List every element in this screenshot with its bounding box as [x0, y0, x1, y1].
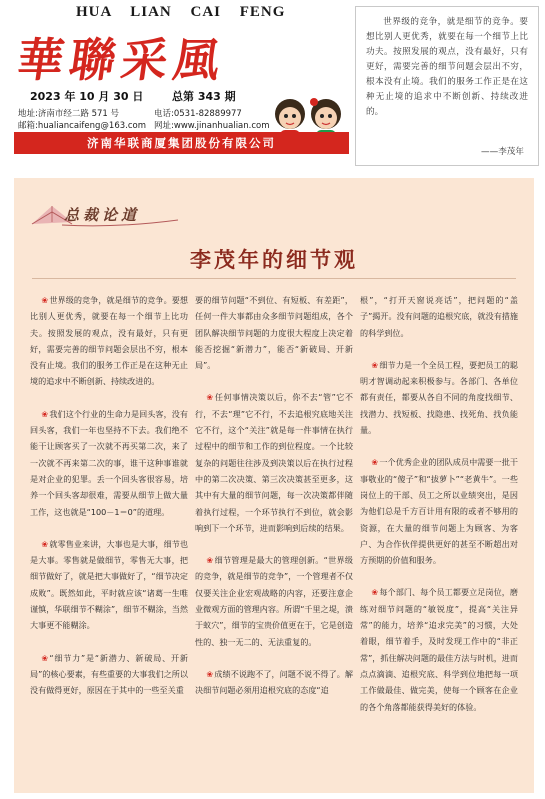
masthead	[0, 0, 545, 172]
telephone: 电话:0531-82889977	[154, 109, 242, 119]
column-name: 总裁论道	[64, 206, 141, 224]
flower-bullet-icon: ❀	[41, 653, 49, 663]
address: 地址:济南市经二路 571 号	[18, 109, 119, 119]
flower-bullet-icon: ❀	[371, 360, 379, 370]
flower-bullet-icon: ❀	[206, 393, 214, 403]
issue-date: 2023 年 10 月 30 日	[30, 90, 144, 103]
company-banner: 济南华联商厦集团股份有限公司	[14, 132, 349, 154]
issue-number: 总第 343 期	[172, 90, 236, 103]
flower-bullet-icon: ❀	[41, 539, 49, 549]
paragraph: ❀任何事情决策以后，你不去“管”它不行，不去“理”它不行，不去追根究底地关注它不行，这个“关注”就是每一件事情在执行过程中的细节和工作的到位程度。一个比较复杂的问题往往涉及到决策以后在执行过程中的第二次决策、第三次决策甚至更多，这其中有大量的细节问题，每一次决策都伴随着执行过程，一个环节执行不到位，就会影响到下一个环节，进而影响到后续的结果。	[195, 392, 353, 533]
paragraph: ❀一个优秀企业的团队成员中需要一批干事敬业的“傻子”和“拔萝卜”“老黄牛”。一些岗位上的干部、员工之所以业绩突出，是因为他们总是千方百计用有限的或者不够用的资源，在大量的细节问题上为顾客、为客户、为合作伙伴提供更好的甚至不断超出对方预期的价值和服务。	[360, 457, 518, 566]
email: 邮箱:hualiancaifeng@163.com	[18, 121, 146, 131]
paragraph: 要的细节问题“不到位、有短板、有差距”，任何一件大事都由众多细节问题组成，各个团队解决细节问题的力度很大程度上决定着能否挖掘“新潜力”，能否“新破局、开新局”。	[195, 295, 353, 371]
paragraph: ❀成绩不说跑不了，问题不说不得了。解决细节问题必须用追根究底的态度“追	[195, 668, 353, 696]
flower-bullet-icon: ❀	[41, 296, 49, 305]
paragraph: ❀细节力是一个全员工程，要把员工的聪明才智调动起来积极参与。各部门、各单位都有责任，都要从各自不同的角度找细节、找潜力、找短板、找隐患、找死角、找负能量。	[360, 359, 518, 436]
masthead-left	[14, 4, 349, 170]
text-column-1	[30, 292, 188, 715]
text-column-2	[195, 292, 353, 715]
quote-text: 世界级的竞争，就是细节的竞争。要想比别人更优秀，就要在每一个细节上比功夫。按照发展的观点，没有最好，只有更好，需要完善的细节问题会层出不穷，根本没有止境。我们的服务工作正是在这种无止境的追求中不断创新、持续改进的。	[366, 17, 528, 117]
paragraph: ❀世界级的竞争，就是细节的竞争。要想比别人更优秀，就要在每一个细节上比功夫。按照发展的观点，没有最好，只有更好，需要完善的细节问题会层出不穷，根本没有止境。我们的服务工作正是在这种无止境的追求中不断创新、持续改进的。	[30, 295, 188, 387]
flower-bullet-icon: ❀	[41, 409, 49, 419]
paragraph: ❀我们这个行业的生命力是回头客，没有回头客，我们一年也坚持不下去。我们绝不能干让顾客买了一次就不再买第二次，来了一次就不再来第二次的事，谁干这种事谁就是对企业的犯罪。丢一个回头客很容易，培养一个回头客却很难，需要从细节上做大量工作，这也就是“100－1＝0”的道理。	[30, 408, 188, 517]
flower-bullet-icon: ❀	[206, 556, 214, 566]
flower-bullet-icon: ❀	[371, 458, 379, 468]
paragraph: ❀就零售业来讲，大事也是大事，细节也是大事。零售就是做细节，零售无大事，把细节做好了，就是把大事做好了，“细节决定成败”。既然如此，平时就应该“诸葛一生唯谨慎，华联细节不糊涂”，细节不糊涂，当然大事更不能糊涂。	[30, 538, 188, 631]
flower-bullet-icon: ❀	[371, 588, 379, 598]
article-title: 李茂年的细节观	[190, 248, 358, 272]
text-column-3	[360, 292, 518, 731]
paragraph: ❀“细节力”是“新潜力、新破局、开新局”的核心要素，有些重要的大事我们之所以没有做得更好，原因在于其中的一些至关重	[30, 652, 188, 696]
paragraph: ❀每个部门、每个员工都要立足岗位，磨练对细节问题的“敏锐度”，提高“关注异常”的能力，培养“追求完美”的习惯，大处着眼，细节着手，及时发现工作中的“非正常”，抓住解决问题的最佳方法与时机，进而点点滴滴、追根究底、科学到位地把每一项工作做最佳、做完美，使每一个顾客在企业的各个角落都能获得美好的体验。	[360, 587, 518, 712]
paragraph: ❀细节管理是最大的管理创新。“世界级的竞争，就是细节的竞争”，一个管理者不仅仅要关注企业宏观战略的内容，还要注意企业微观方面的管理内容。所谓“千里之堤，溃于蚁穴”，细节的宝贵价值更在于，它是创造性的、独一无二的、无法重复的。	[195, 555, 353, 647]
article-panel	[14, 178, 534, 793]
paragraph: 根”，“打开天窗说亮话”，把问题的“盖子”揭开。没有问题的追根究底，就没有措施的科学到位。	[360, 295, 518, 338]
website: 网址:www.jinanhualian.com	[154, 121, 270, 131]
flower-bullet-icon: ❀	[206, 669, 214, 679]
quote-box	[355, 6, 539, 166]
column-header	[28, 192, 188, 232]
title-divider	[32, 278, 516, 279]
paper-name: 華聯采風	[13, 33, 230, 87]
paper-pinyin: HUA LIAN CAI FENG	[76, 4, 286, 20]
quote-author: ——李茂年	[481, 147, 524, 157]
